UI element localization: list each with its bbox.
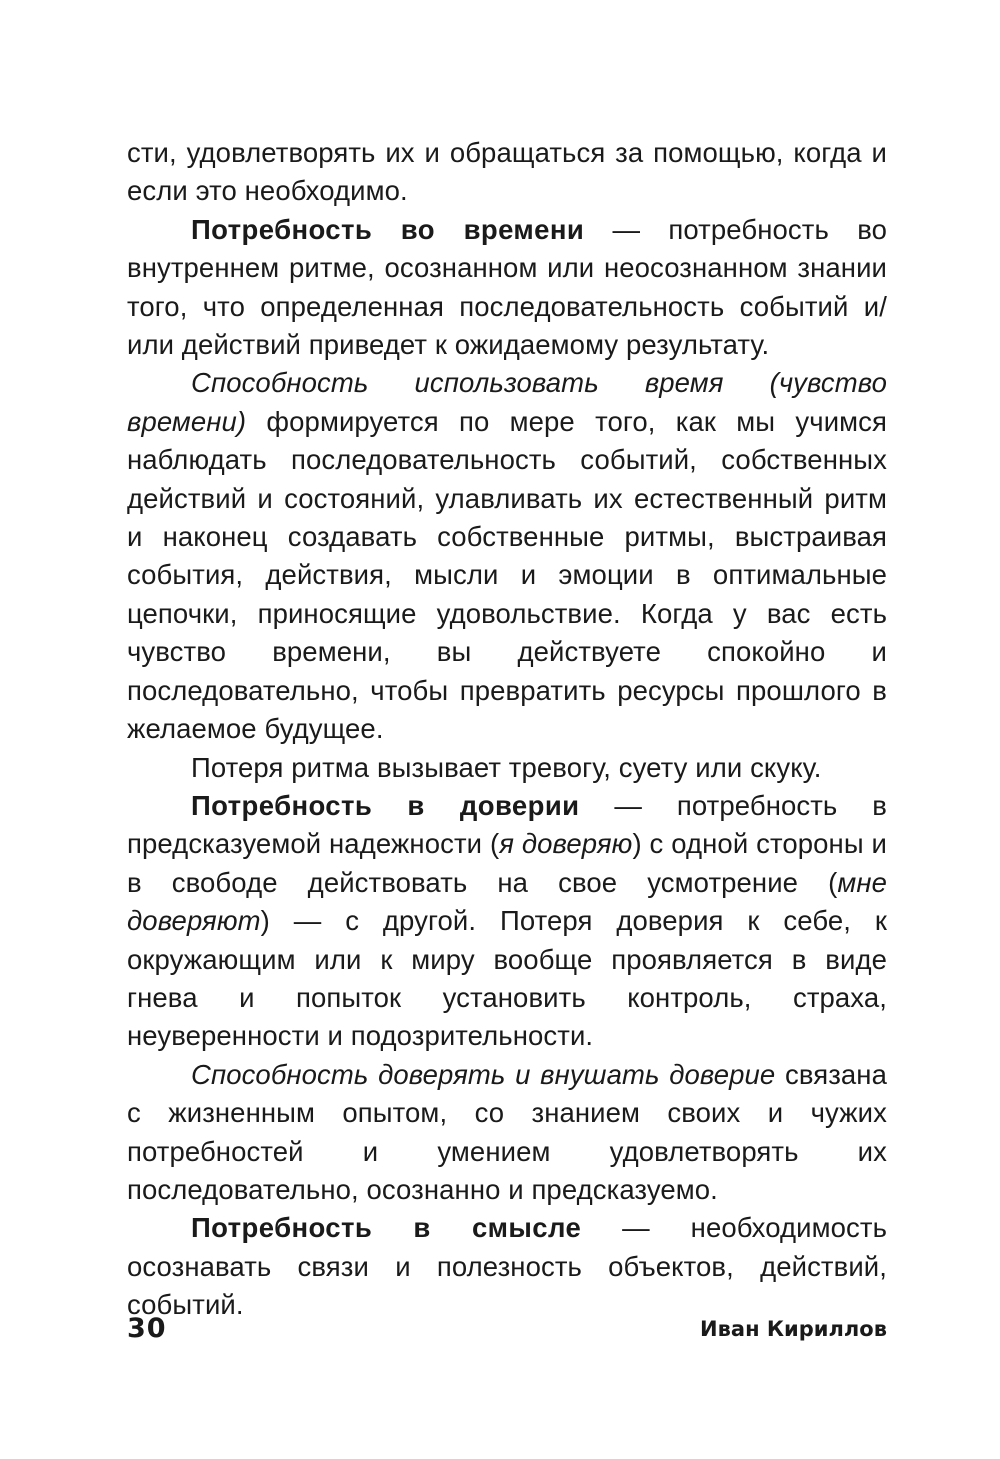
text-time-ability: формируется по мере того, как мы учимся наблюдать последовательность событий, собственных действий и состояний, улавливать их естественный ритм и наконец создавать собственные ритмы, выстраивая события, действия, мысли и эмоции в оптимальные цепочки, приносящие удовольствие. Когда у вас есть чувство времени, вы действуете спокойно и последовательно, чтобы превратить ресурсы прошлого в желаемое будущее. (127, 405, 887, 745)
paragraph-trust-need (127, 787, 887, 1056)
definition-time-need: — потребность во внутреннем ритме, осознанном или неосознанном знании того, что определенная последовательность событий и/или действий приведет к ожидаемому результату. (127, 213, 887, 361)
text-trust-ability: связана с жизненным опытом, со знанием своих и чужих потребностей и умением удовлетворять их последовательно, осознанно и предсказуемо. (127, 1058, 887, 1205)
emphasis-they-trust-me: мне доверяют (127, 866, 887, 937)
paragraph-rhythm-loss: Потеря ритма вызывает тревогу, суету или скуку. (191, 751, 822, 783)
emphasis-time-ability: Способность использовать время (чувство времени) (127, 367, 887, 437)
paragraph-trust-ability (127, 1056, 887, 1210)
term-meaning-need: Потребность в смысле (191, 1212, 582, 1244)
term-time-need: Потребность во времени (191, 213, 585, 245)
paragraph-time-need (127, 211, 887, 365)
definition-meaning-need: — необходимость осознавать связи и полезность объектов, действий, событий. (127, 1212, 887, 1321)
definition-trust-need-part1: — потребность в предсказуемой надежности ( (127, 789, 887, 860)
paragraph-continuation: сти, удовлетворять их и обращаться за помощью, когда и если это необходимо. (127, 137, 887, 207)
page-number: 30 (127, 1313, 167, 1344)
paragraph-time-ability (127, 364, 887, 748)
running-footer-author: Иван Кириллов (700, 1317, 887, 1341)
definition-trust-need-part3: ) — с другой. Потеря доверия к себе, к окружающим или к миру вообще проявляется в виде гнева и попыток установить контроль, страха, неуверенности и подозрительности. (127, 905, 887, 1052)
emphasis-i-trust: я доверяю (499, 828, 633, 860)
paragraph-meaning-need (127, 1209, 887, 1324)
definition-trust-need-part2: ) с одной стороны и в свободе действовать на свое усмотрение ( (127, 828, 887, 898)
term-trust-need: Потребность в доверии (191, 789, 580, 821)
page-footer (127, 1313, 887, 1353)
page-body (127, 134, 887, 1325)
emphasis-trust-ability: Способность доверять и внушать доверие (191, 1058, 776, 1090)
